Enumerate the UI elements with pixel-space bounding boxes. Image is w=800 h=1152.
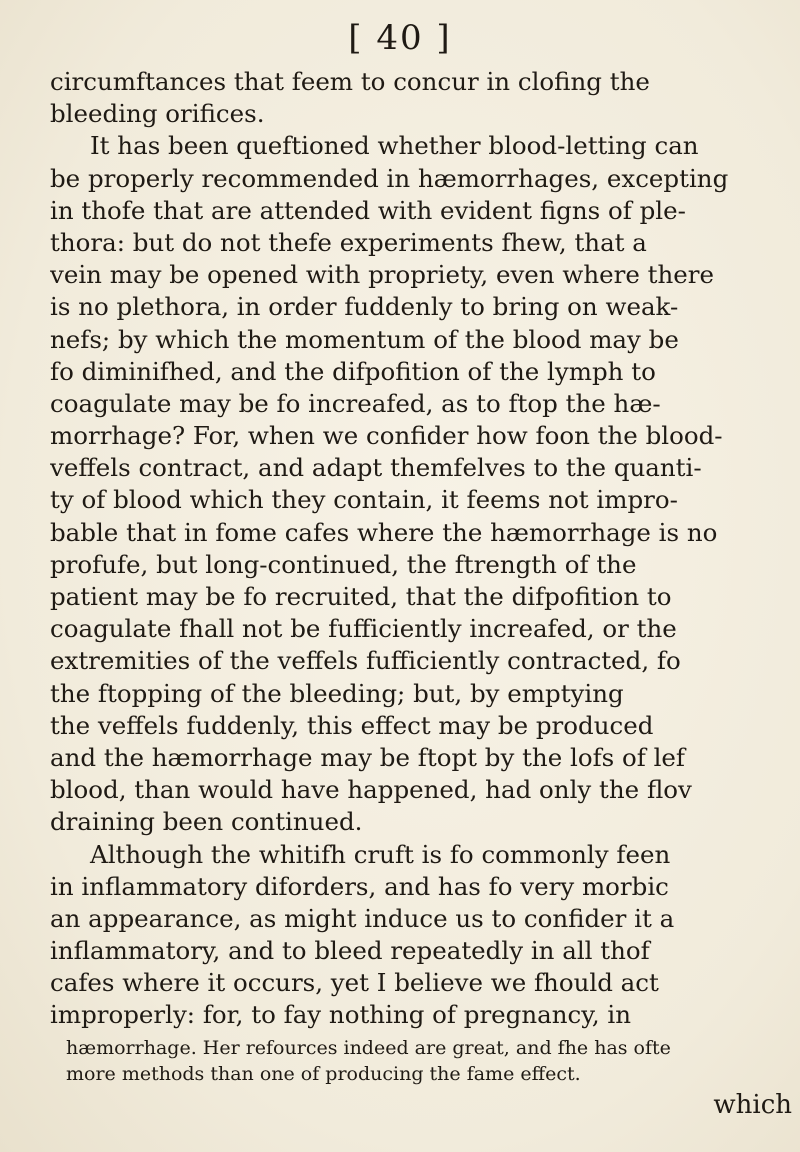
text-line: morrhage? For, when we confider how foon the blood- [50,421,723,451]
text-line: bable that in fome cafes where the hæmorrhage is no [50,517,718,547]
text-line: cafes where it occurs, yet I believe we fhould act [50,968,659,998]
text-line: draining been continued. [50,807,363,837]
text-line: profufe, but long-continued, the ftrength of the [50,549,637,579]
text-line: is no plethora, in order fuddenly to bring on weak- [50,292,679,322]
text-line: inflammatory, and to bleed repeatedly in all thof [50,936,650,966]
text-line: in thofe that are attended with evident figns of ple- [50,195,686,225]
text-line: in inflammatory diforders, and has fo very morbic [50,871,669,901]
catchword: which [713,1090,792,1120]
body-text [50,66,800,1032]
footnote [66,1035,800,1087]
page-header: [ 40 ] [348,18,452,58]
text-line: vein may be opened with propriety, even where there [50,260,714,290]
text-line: be properly recommended in hæmorrhages, excepting [50,163,729,193]
text-line: an appearance, as might induce us to confider it a [50,903,675,933]
text-line: nefs; by which the momentum of the blood may be [50,324,679,354]
text-line: ty of blood which they contain, it feems not impro- [50,485,678,515]
footnote-line: hæmorrhage. Her refources indeed are great, and fhe has ofte [66,1037,671,1059]
text-line: patient may be fo recruited, that the difpofition to [50,582,672,611]
text-line: and the hæmorrhage may be ftopt by the lofs of lef [50,742,686,772]
text-line: It has been queftioned whether blood-letting can [90,131,699,161]
footnote-line: more methods than one of producing the fame effect. [66,1063,581,1085]
text-line: extremities of the veffels fufficiently contracted, fo [50,646,681,676]
text-line: blood, than would have happened, had only the flov [50,775,692,805]
text-line: the ftopping of the bleeding; but, by emptying [50,678,624,708]
text-line: the veffels fuddenly, this effect may be produced [50,710,654,740]
text-line: coagulate fhall not be fufficiently increafed, or the [50,614,677,644]
text-line: coagulate may be fo increafed, as to ftop the hæ- [50,388,661,418]
text-line: thora: but do not thefe experiments fhew, that a [50,227,647,257]
text-line: bleeding orifices. [50,99,265,129]
text-line: circumftances that feem to concur in clofing the [50,67,650,96]
text-line: Although the whitifh cruft is fo commonly feen [90,839,671,869]
text-line: veffels contract, and adapt themfelves to the quanti- [50,453,702,483]
text-line: fo diminifhed, and the difpofition of the lymph to [50,356,656,386]
text-line: improperly: for, to fay nothing of pregnancy, in [50,1000,632,1030]
